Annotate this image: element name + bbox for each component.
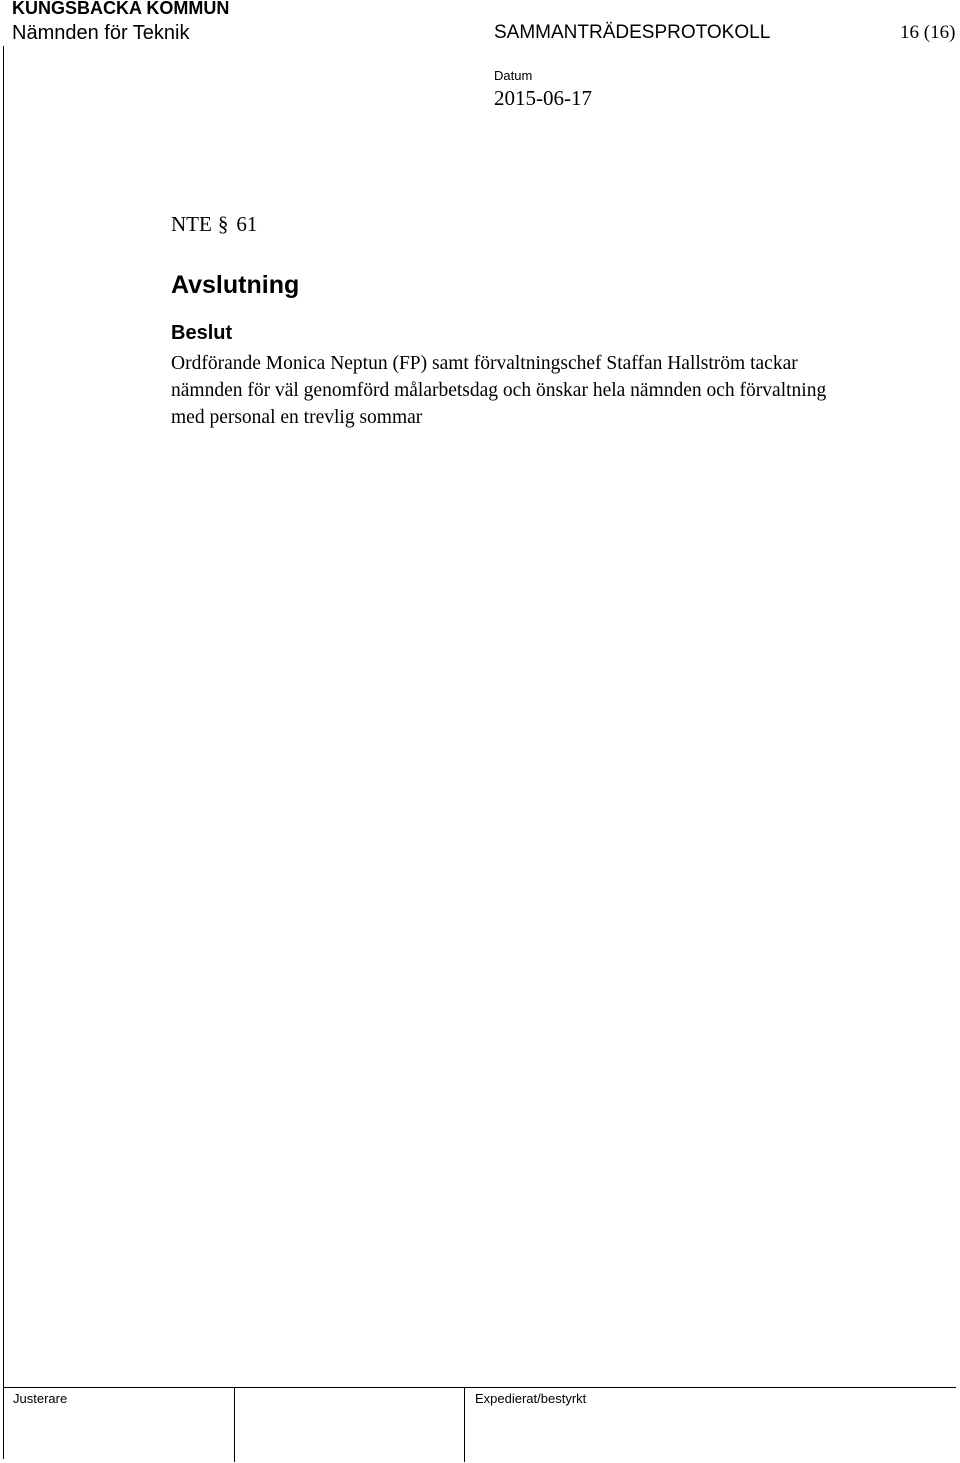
justerare-label: Justerare: [13, 1391, 68, 1406]
decision-text-line: nämnden för väl genomförd målarbetsdag och önskar hela nämnden och förvaltning: [171, 380, 827, 401]
page-number: 16 (16): [900, 22, 956, 43]
paragraph-prefix: NTE: [171, 212, 212, 236]
expedierat-label: Expedierat/bestyrkt: [475, 1391, 587, 1406]
organization-name: KUNGSBACKA KOMMUN: [12, 0, 230, 18]
signature-footer: [3, 1387, 956, 1462]
justerare-cell: [3, 1388, 234, 1462]
section-symbol: §: [217, 212, 229, 236]
decision-text-line: med personal en trevlig sommar: [171, 407, 423, 428]
section-subheading: Beslut: [171, 322, 233, 344]
date-label: Datum: [494, 68, 533, 83]
signature-cell: [234, 1388, 465, 1462]
paragraph-reference: [171, 212, 257, 236]
left-margin-rule: [3, 46, 4, 1459]
section-title: Avslutning: [171, 271, 300, 299]
document-type: SAMMANTRÄDESPROTOKOLL: [494, 22, 771, 43]
committee-name: Nämnden för Teknik: [12, 22, 190, 44]
expedierat-cell: [464, 1388, 957, 1462]
decision-text-line: Ordförande Monica Neptun (FP) samt förvaltningschef Staffan Hallström tackar: [171, 353, 798, 374]
date-value: 2015-06-17: [494, 86, 592, 110]
decision-text: [171, 350, 931, 431]
paragraph-number: 61: [236, 212, 258, 236]
